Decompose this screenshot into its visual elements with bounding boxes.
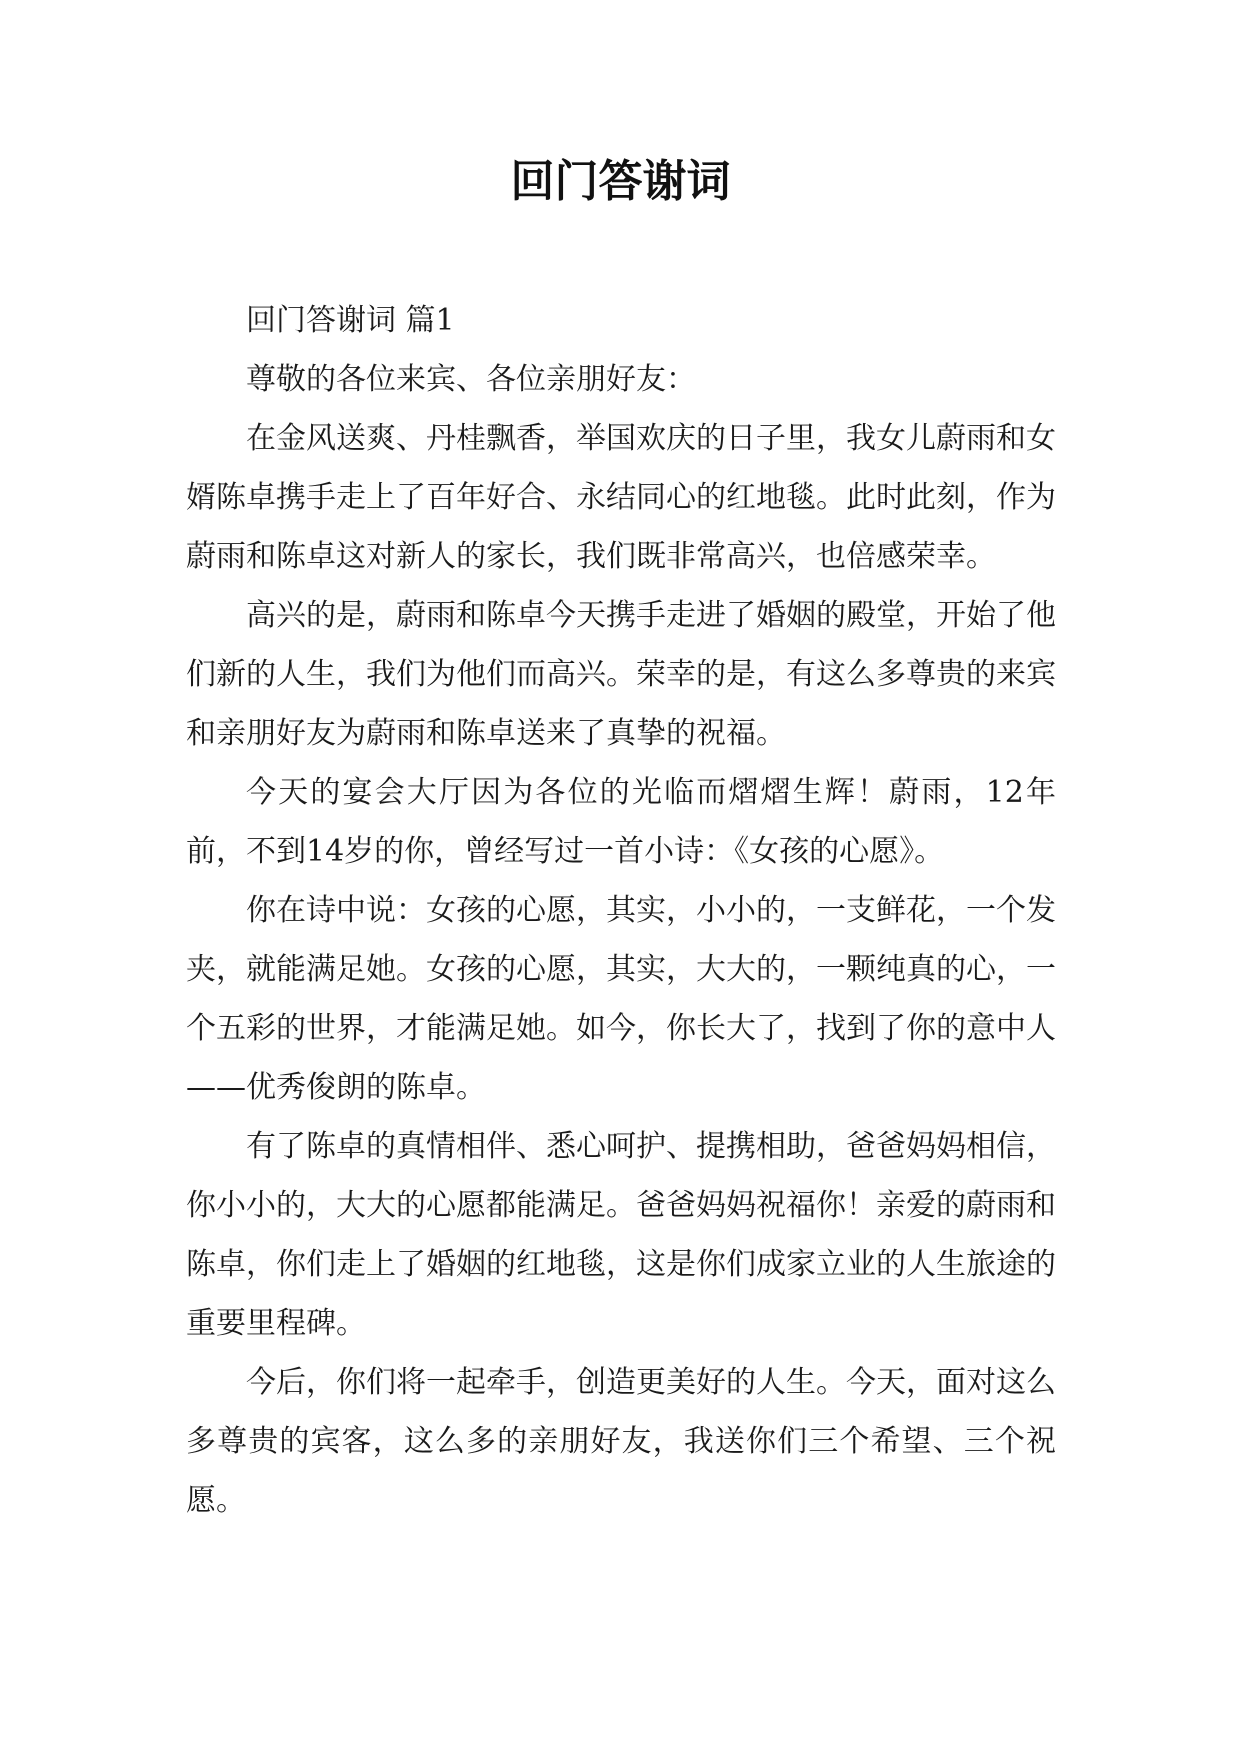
body-paragraph: 你在诗中说：女孩的心愿，其实，小小的，一支鲜花，一个发夹，就能满足她。女孩的心愿，其实，大大的，一颗纯真的心，一个五彩的世界，才能满足她。如今，你长大了，找到了你的意中人——优秀俊朗的陈卓。 (186, 893, 1056, 1105)
body-paragraph: 有了陈卓的真情相伴、悉心呵护、提携相助，爸爸妈妈相信，你小小的，大大的心愿都能满足。爸爸妈妈祝福你！亲爱的蔚雨和陈卓，你们走上了婚姻的红地毯，这是你们成家立业的人生旅途的重要里程碑。 (186, 1129, 1056, 1341)
body-paragraph: 今后，你们将一起牵手，创造更美好的人生。今天，面对这么多尊贵的宾客，这么多的亲朋好友，我送你们三个希望、三个祝愿。 (186, 1365, 1056, 1518)
body-paragraph: 在金风送爽、丹桂飘香，举国欢庆的日子里，我女儿蔚雨和女婿陈卓携手走上了百年好合、永结同心的红地毯。此时此刻，作为蔚雨和陈卓这对新人的家长，我们既非常高兴，也倍感荣幸。 (186, 421, 1056, 574)
salutation-paragraph: 尊敬的各位来宾、各位亲朋好友： (246, 362, 696, 397)
document-body (186, 291, 1056, 1530)
document-title: 回门答谢词 (510, 156, 731, 207)
section-heading: 回门答谢词 篇1 (246, 303, 455, 338)
body-paragraph: 高兴的是，蔚雨和陈卓今天携手走进了婚姻的殿堂，开始了他们新的人生，我们为他们而高兴。荣幸的是，有这么多尊贵的来宾和亲朋好友为蔚雨和陈卓送来了真挚的祝福。 (186, 598, 1056, 751)
body-paragraph: 今天的宴会大厅因为各位的光临而熠熠生辉！蔚雨，12年前，不到14岁的你，曾经写过一首小诗：《女孩的心愿》。 (186, 775, 1056, 869)
